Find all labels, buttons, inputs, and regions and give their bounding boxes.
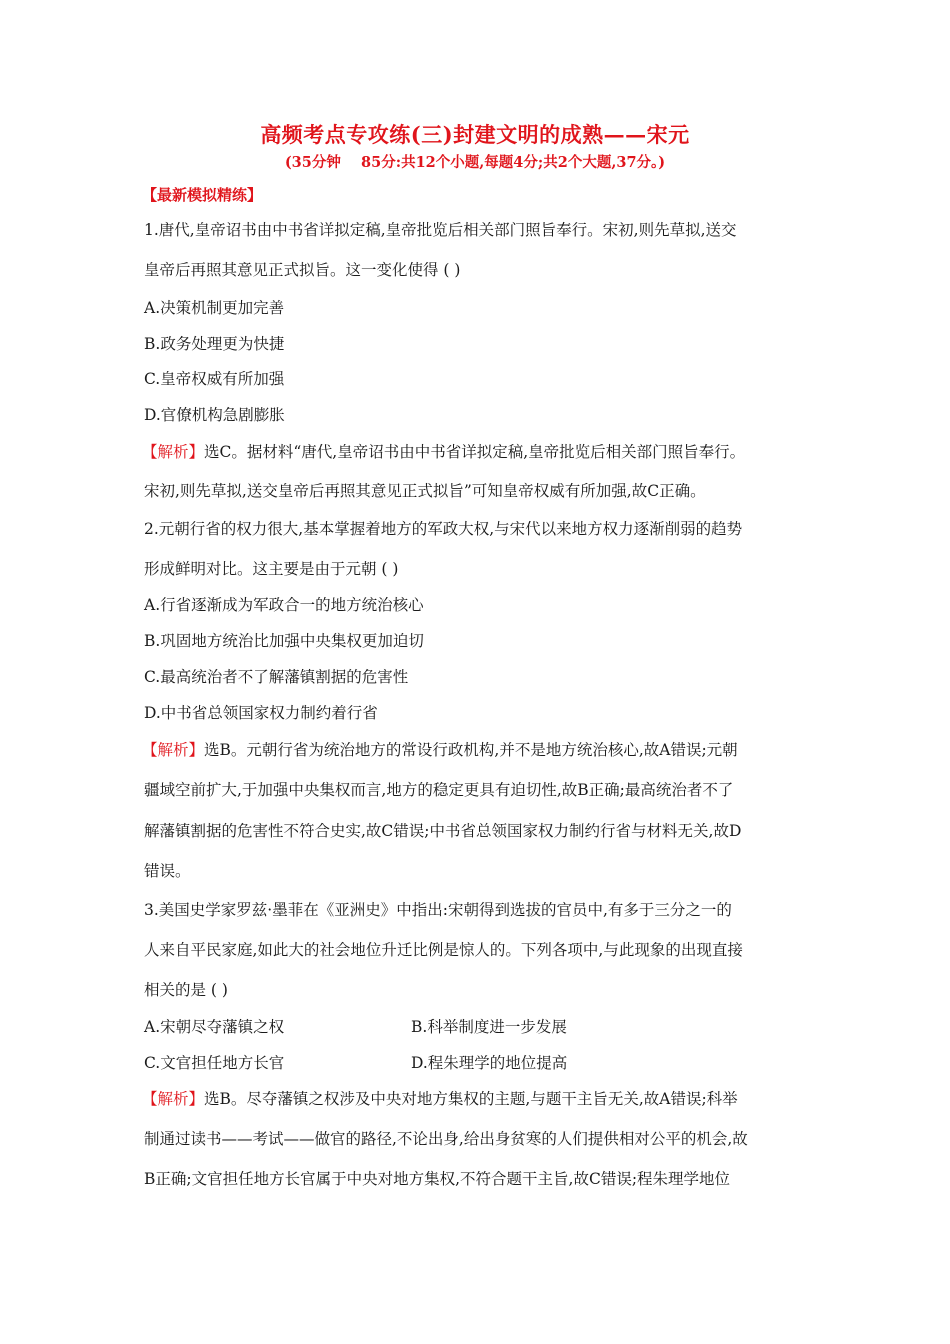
q2-analysis-line-4: 错误。 (144, 862, 191, 880)
q1-option-d: D.官僚机构急剧膨胀 (144, 406, 285, 424)
q1-option-a: A.决策机制更加完善 (144, 299, 285, 317)
q2-analysis-line-1 (142, 743, 738, 759)
q3-option-c: C.文官担任地方长官 (144, 1054, 285, 1072)
q3-stem-line-2: 人来自平民家庭,如此大的社会地位升迁比例是惊人的。下列各项中,与此现象的出现直接 (144, 941, 743, 959)
page-title: 高频考点专攻练(三)封建文明的成熟——宋元 (260, 122, 690, 147)
q2-option-d: D.中书省总领国家权力制约着行省 (144, 704, 378, 722)
q2-option-a: A.行省逐渐成为军政合一的地方统治核心 (144, 596, 424, 614)
q2-option-c: C.最高统治者不了解藩镇割据的危害性 (144, 668, 409, 686)
q2-stem-line-1: 2.元朝行省的权力很大,基本掌握着地方的军政大权,与宋代以来地方权力逐渐削弱的趋势 (144, 520, 743, 538)
q3-analysis-line-3: B正确;文官担任地方长官属于中央对地方集权,不符合题干主旨,故C错误;程朱理学地位 (144, 1170, 731, 1188)
q1-analysis-text: 选C。据材料“唐代,皇帝诏书由中书省详拟定稿,皇帝批览后相关部门照旨奉行。 (204, 443, 746, 461)
q1-stem-line-1: 1.唐代,皇帝诏书由中书省详拟定稿,皇帝批览后相关部门照旨奉行。宋初,则先草拟,送交 (144, 221, 737, 239)
q2-option-b: B.巩固地方统治比加强中央集权更加迫切 (144, 632, 424, 650)
page-subtitle: (35分钟 85分:共12个小题,每题4分;共2个大题,37分。) (284, 154, 666, 171)
q3-option-b: B.科举制度进一步发展 (411, 1018, 567, 1036)
analysis-tag: 【解析】 (142, 1090, 205, 1108)
q1-analysis-line-1 (142, 445, 745, 461)
analysis-tag: 【解析】 (142, 741, 205, 759)
q1-stem-line-2: 皇帝后再照其意见正式拟旨。这一变化使得 ( ) (144, 261, 461, 279)
section-label: 【最新模拟精练】 (142, 186, 263, 204)
q1-option-c: C.皇帝权威有所加强 (144, 370, 285, 388)
q2-analysis-line-3: 解藩镇割据的危害性不符合史实,故C错误;中书省总领国家权力制约行省与材料无关,故D (144, 822, 742, 840)
q3-option-d: D.程朱理学的地位提高 (411, 1054, 568, 1072)
q3-option-a: A.宋朝尽夺藩镇之权 (144, 1018, 285, 1036)
q3-stem-line-3: 相关的是 ( ) (144, 981, 228, 999)
q1-option-b: B.政务处理更为快捷 (144, 335, 285, 353)
q1-analysis-line-2: 宋初,则先草拟,送交皇帝后再照其意见正式拟旨”可知皇帝权威有所加强,故C正确。 (144, 482, 706, 500)
q2-analysis-text: 选B。元朝行省为统治地方的常设行政机构,并不是地方统治核心,故A错误;元朝 (204, 741, 738, 759)
analysis-tag: 【解析】 (142, 443, 205, 461)
q3-stem-line-1: 3.美国史学家罗兹·墨菲在《亚洲史》中指出:宋朝得到选拔的官员中,有多于三分之一的 (144, 901, 732, 919)
q2-analysis-line-2: 疆域空前扩大,于加强中央集权而言,地方的稳定更具有迫切性,故B正确;最高统治者不了 (144, 781, 734, 799)
q3-analysis-line-1 (142, 1092, 738, 1108)
q3-analysis-line-2: 制通过读书——考试——做官的路径,不论出身,给出身贫寒的人们提供相对公平的机会,故 (144, 1130, 748, 1148)
q3-analysis-text: 选B。尽夺藩镇之权涉及中央对地方集权的主题,与题干主旨无关,故A错误;科举 (204, 1090, 738, 1108)
q2-stem-line-2: 形成鲜明对比。这主要是由于元朝 ( ) (144, 560, 399, 578)
